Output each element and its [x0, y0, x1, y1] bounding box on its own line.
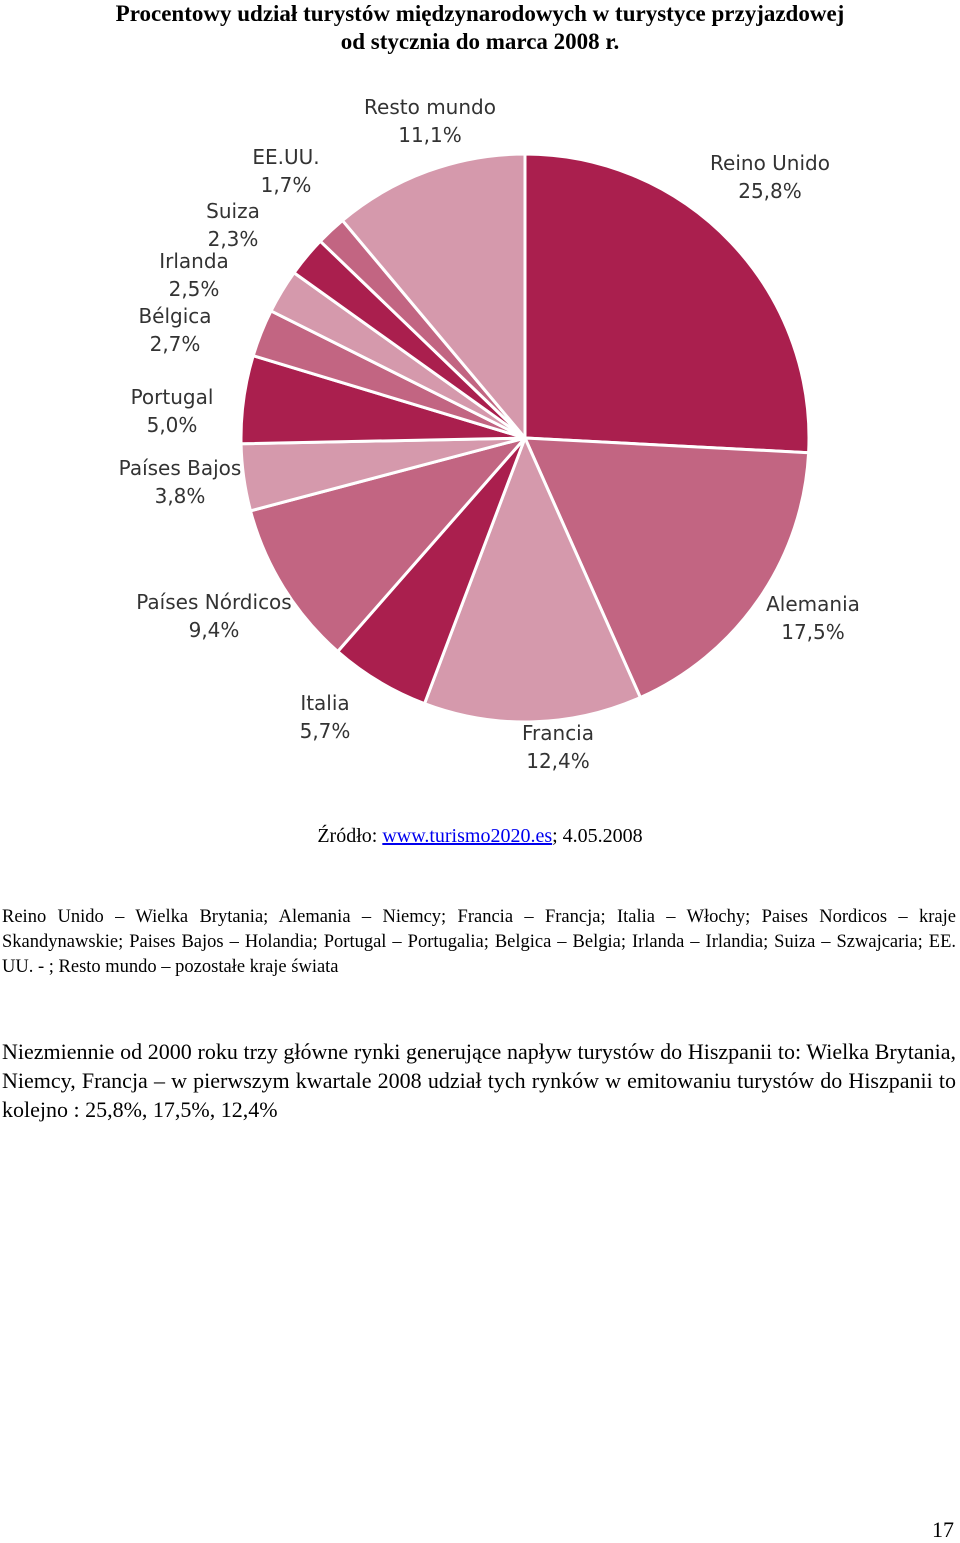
slice-name-label: Portugal — [130, 385, 214, 409]
summary-paragraph: Niezmiennie od 2000 roku trzy główne rynki generujące napływ turystów do Hiszpanii to: Wielka Brytania, Niemcy, Francja – w pierwszym kwartale 2008 udział tych rynków w emitowaniu turystów do Hiszpanii to kolejno : 25,8%, 17,5%, 12,4% — [2, 1039, 956, 1122]
slice-name-label: Irlanda — [159, 249, 229, 273]
slice-value-label: 17,5% — [781, 620, 845, 644]
document-title — [0, 0, 960, 56]
slice-value-label: 25,8% — [738, 179, 802, 203]
title-line-1: Procentowy udział turystów międzynarodowych w turystyce przyjazdowej — [115, 1, 845, 26]
slice-name-label: Países Bajos — [118, 456, 242, 480]
slice-value-label: 5,0% — [146, 413, 198, 437]
slice-value-label: 1,7% — [260, 173, 312, 197]
slice-value-label: 2,3% — [207, 227, 259, 251]
source-line — [0, 823, 960, 849]
slice-name-label: Bélgica — [138, 304, 212, 328]
translation-paragraph: Reino Unido – Wielka Brytania; Alemania – Niemcy; Francia – Francja; Italia – Włochy; Paises Nordicos – kraje Skandynawskie; Paises Bajos – Holandia; Portugal – Portugalia; Belgica – Belgia; Irlanda – Irlandia; Suiza – Szwajcaria; EE. UU. - ; Resto mundo – pozostałe kraje świata — [2, 907, 956, 977]
title-line-2: od stycznia do marca 2008 r. — [340, 29, 620, 54]
slice-value-label: 5,7% — [299, 719, 351, 743]
source-link[interactable]: www.turismo2020.es — [382, 825, 553, 847]
pie-chart — [80, 82, 876, 794]
slice-name-label: Resto mundo — [364, 95, 496, 119]
slice-name-label: Italia — [300, 691, 350, 715]
slice-value-label: 9,4% — [188, 618, 240, 642]
slice-value-label: 3,8% — [154, 484, 206, 508]
slice-name-label: Suiza — [206, 199, 260, 223]
slice-name-label: Países Nórdicos — [136, 590, 292, 614]
slice-name-label: Reino Unido — [710, 151, 830, 175]
slice-name-label: Francia — [521, 721, 595, 745]
slice-value-label: 12,4% — [526, 749, 590, 773]
slice-name-label: Alemania — [766, 592, 860, 616]
slice-value-label: 2,5% — [168, 277, 220, 301]
pie-chart-svg — [80, 82, 876, 794]
page-number: 17 — [932, 1517, 954, 1542]
slice-value-label: 11,1% — [398, 123, 462, 147]
slice-name-label: EE.UU. — [252, 145, 320, 169]
source-prefix: Źródło: — [317, 825, 383, 847]
slice-value-label: 2,7% — [149, 332, 201, 356]
source-date: ; 4.05.2008 — [552, 825, 643, 847]
